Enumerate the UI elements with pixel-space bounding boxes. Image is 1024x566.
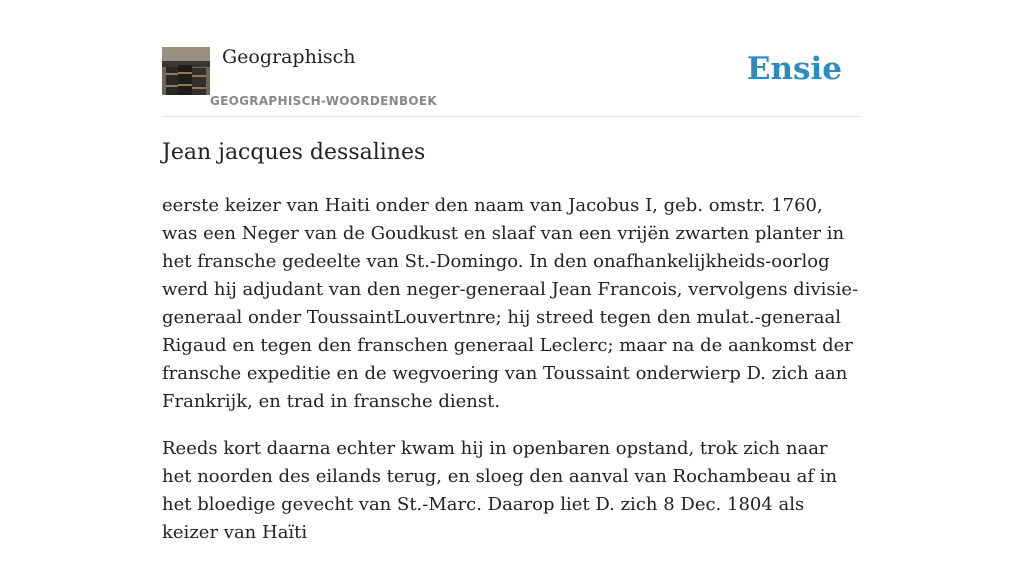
page-title: Jean jacques dessalines [162, 140, 426, 165]
site-name[interactable]: Geographisch [222, 46, 356, 68]
article-paragraph: eerste keizer van Haiti onder den naam van Jacobus I, geb. omstr. 1760, was een Neger van de Goudkust en slaaf van een vrijën zwarten planter in het fransche gedeelte van St.-Domingo. In den onafhankelijkheids-oorlog werd hij adjudant van den neger-generaal Jean Francois, vervolgens divisie-generaal onder ToussaintLouvertnre; hij streed tegen den mulat.-generaal Rigaud en tegen den franschen generaal Leclerc; maar na de aankomst der fransche expeditie en de wegvoering van Toussaint onderwierp D. zich aan Frankrijk, en trad in fransche dienst. [162, 195, 859, 412]
books-image-icon [162, 47, 210, 95]
site-subtitle[interactable]: GEOGRAPHISCH-WOORDENBOEK [210, 94, 437, 108]
article-body [162, 192, 862, 566]
site-header [162, 46, 862, 117]
brand-logo[interactable]: Ensie [746, 51, 842, 87]
site-avatar[interactable] [162, 47, 210, 95]
article-paragraph: Reeds kort daarna echter kwam hij in openbaren opstand, trok zich naar het noorden des eilands terug, en sloeg den aanval van Rochambeau af in het bloedige gevecht van St.-Marc. Daarop liet D. zich 8 Dec. 1804 als keizer van Haïti [162, 438, 838, 543]
